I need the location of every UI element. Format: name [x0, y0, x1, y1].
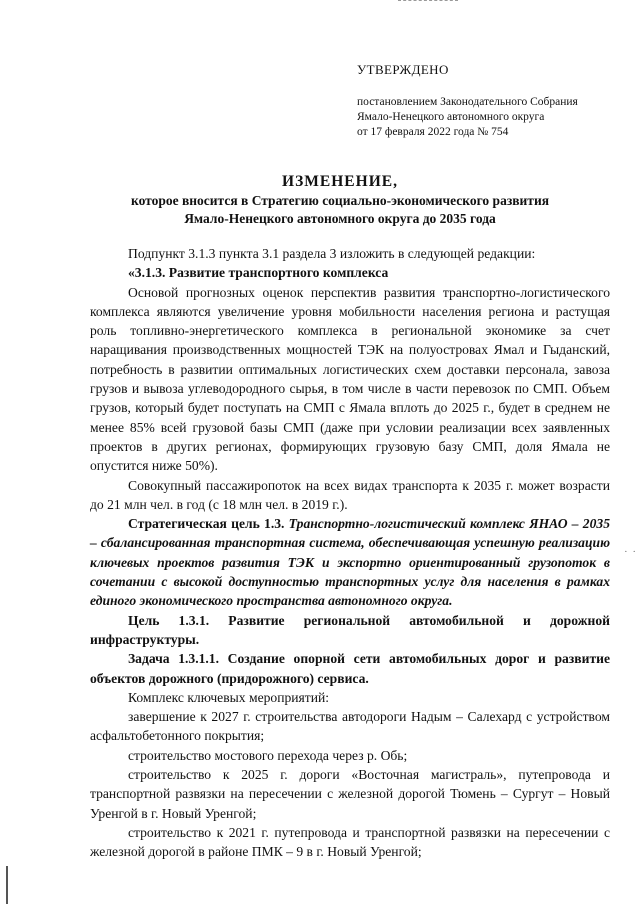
scan-artifact-top	[398, 0, 458, 3]
scan-artifact-left-bar	[6, 866, 8, 904]
approval-line-2: Ямало-Ненецкого автономного округа	[357, 111, 545, 123]
document-title: ИЗМЕНЕНИЕ,	[282, 173, 398, 190]
approval-line-1: постановлением Законодательного Собрания	[357, 96, 578, 108]
strategic-goal-text: Транспортно-логистический комплекс ЯНАО – 2035 – сбалансированная транспортная система, обеспечивающая успешную реализацию ключевых проектов развития ТЭК и экспортно ориентированный грузопоток в сочетании с высокой доступностью транспортных услуг для населения в рамках единого экономического пространства автономного округа.	[90, 516, 610, 609]
measure-item-4: строительство к 2021 г. путепровода и транспортной развязки на пересечении с железной дорогой в районе ПМК – 9 в г. Новый Уренгой;	[90, 824, 610, 860]
paragraph-passenger-flow: Совокупный пассажиропоток на всех видах транспорта к 2035 г. может возрасти до 21 млн чел. в год (с 18 млн чел. в 2019 г.).	[90, 477, 610, 512]
task-paragraph: Задача 1.3.1.1. Создание опорной сети автомобильных дорог и развитие объектов дорожного (придорожного) сервиса.	[90, 651, 610, 686]
approval-line-3: от 17 февраля 2022 года № 754	[357, 126, 509, 138]
document-heading	[80, 172, 600, 228]
approval-stamp: УТВЕРЖДЕНО	[357, 62, 449, 77]
measure-item-3: строительство к 2025 г. дороги «Восточная магистраль», путепровода и транспортной развязки на пересечении с железной дорогой Тюмень – Сургут – Новый Уренгой в г. Новый Уренгой;	[90, 767, 610, 821]
document-body	[90, 244, 610, 862]
strategic-goal-label: Стратегическая цель 1.3.	[128, 516, 285, 532]
intro-paragraph: Подпункт 3.1.3 пункта 3.1 раздела 3 изложить в следующей редакции:	[128, 246, 536, 261]
target-paragraph: Цель 1.3.1. Развитие региональной автомобильной и дорожной инфраструктуры.	[90, 612, 610, 647]
document-subtitle-2: Ямало-Ненецкого автономного округа до 2035 года	[184, 211, 496, 226]
measure-item-2: строительство мостового перехода через р. Обь;	[128, 747, 408, 763]
paragraph-forecast: Основой прогнозных оценок перспектив развития транспортно-логистического комплекса являются увеличение уровня мобильности населения региона и растущая роль топливно-энергетического комплекса в региональной экономике за счет наращивания производственных мощностей ТЭК на полуостровах Ямал и Гыданский, потребность в развитии оптимальных логистических схем доставки персонала, завоза грузов и вывоза углеводородного сырья, в том числе в части перевозок по СМП. Объем грузов, который будет поступать на СМП с Ямала вплоть до 2025 г., будет в среднем не менее 85% всей грузовой базы СМП (даже при условии реализации всех заявленных проектов в других регионах, формирующих грузовую базу СМП, доля Ямала не опустится ниже 50%).	[90, 284, 610, 474]
measures-label: Комплекс ключевых мероприятий:	[128, 689, 330, 705]
scan-artifact-margin: · ·	[624, 546, 638, 558]
strategic-goal-paragraph	[90, 514, 610, 610]
measure-item-1: завершение к 2027 г. строительства автодороги Надым – Салехард с устройством асфальтобетонного покрытия;	[90, 709, 610, 744]
document-subtitle-1: которое вносится в Стратегию социально-экономического развития	[130, 193, 550, 208]
approval-block	[357, 62, 627, 140]
section-title: «3.1.3. Развитие транспортного комплекса	[128, 265, 389, 281]
